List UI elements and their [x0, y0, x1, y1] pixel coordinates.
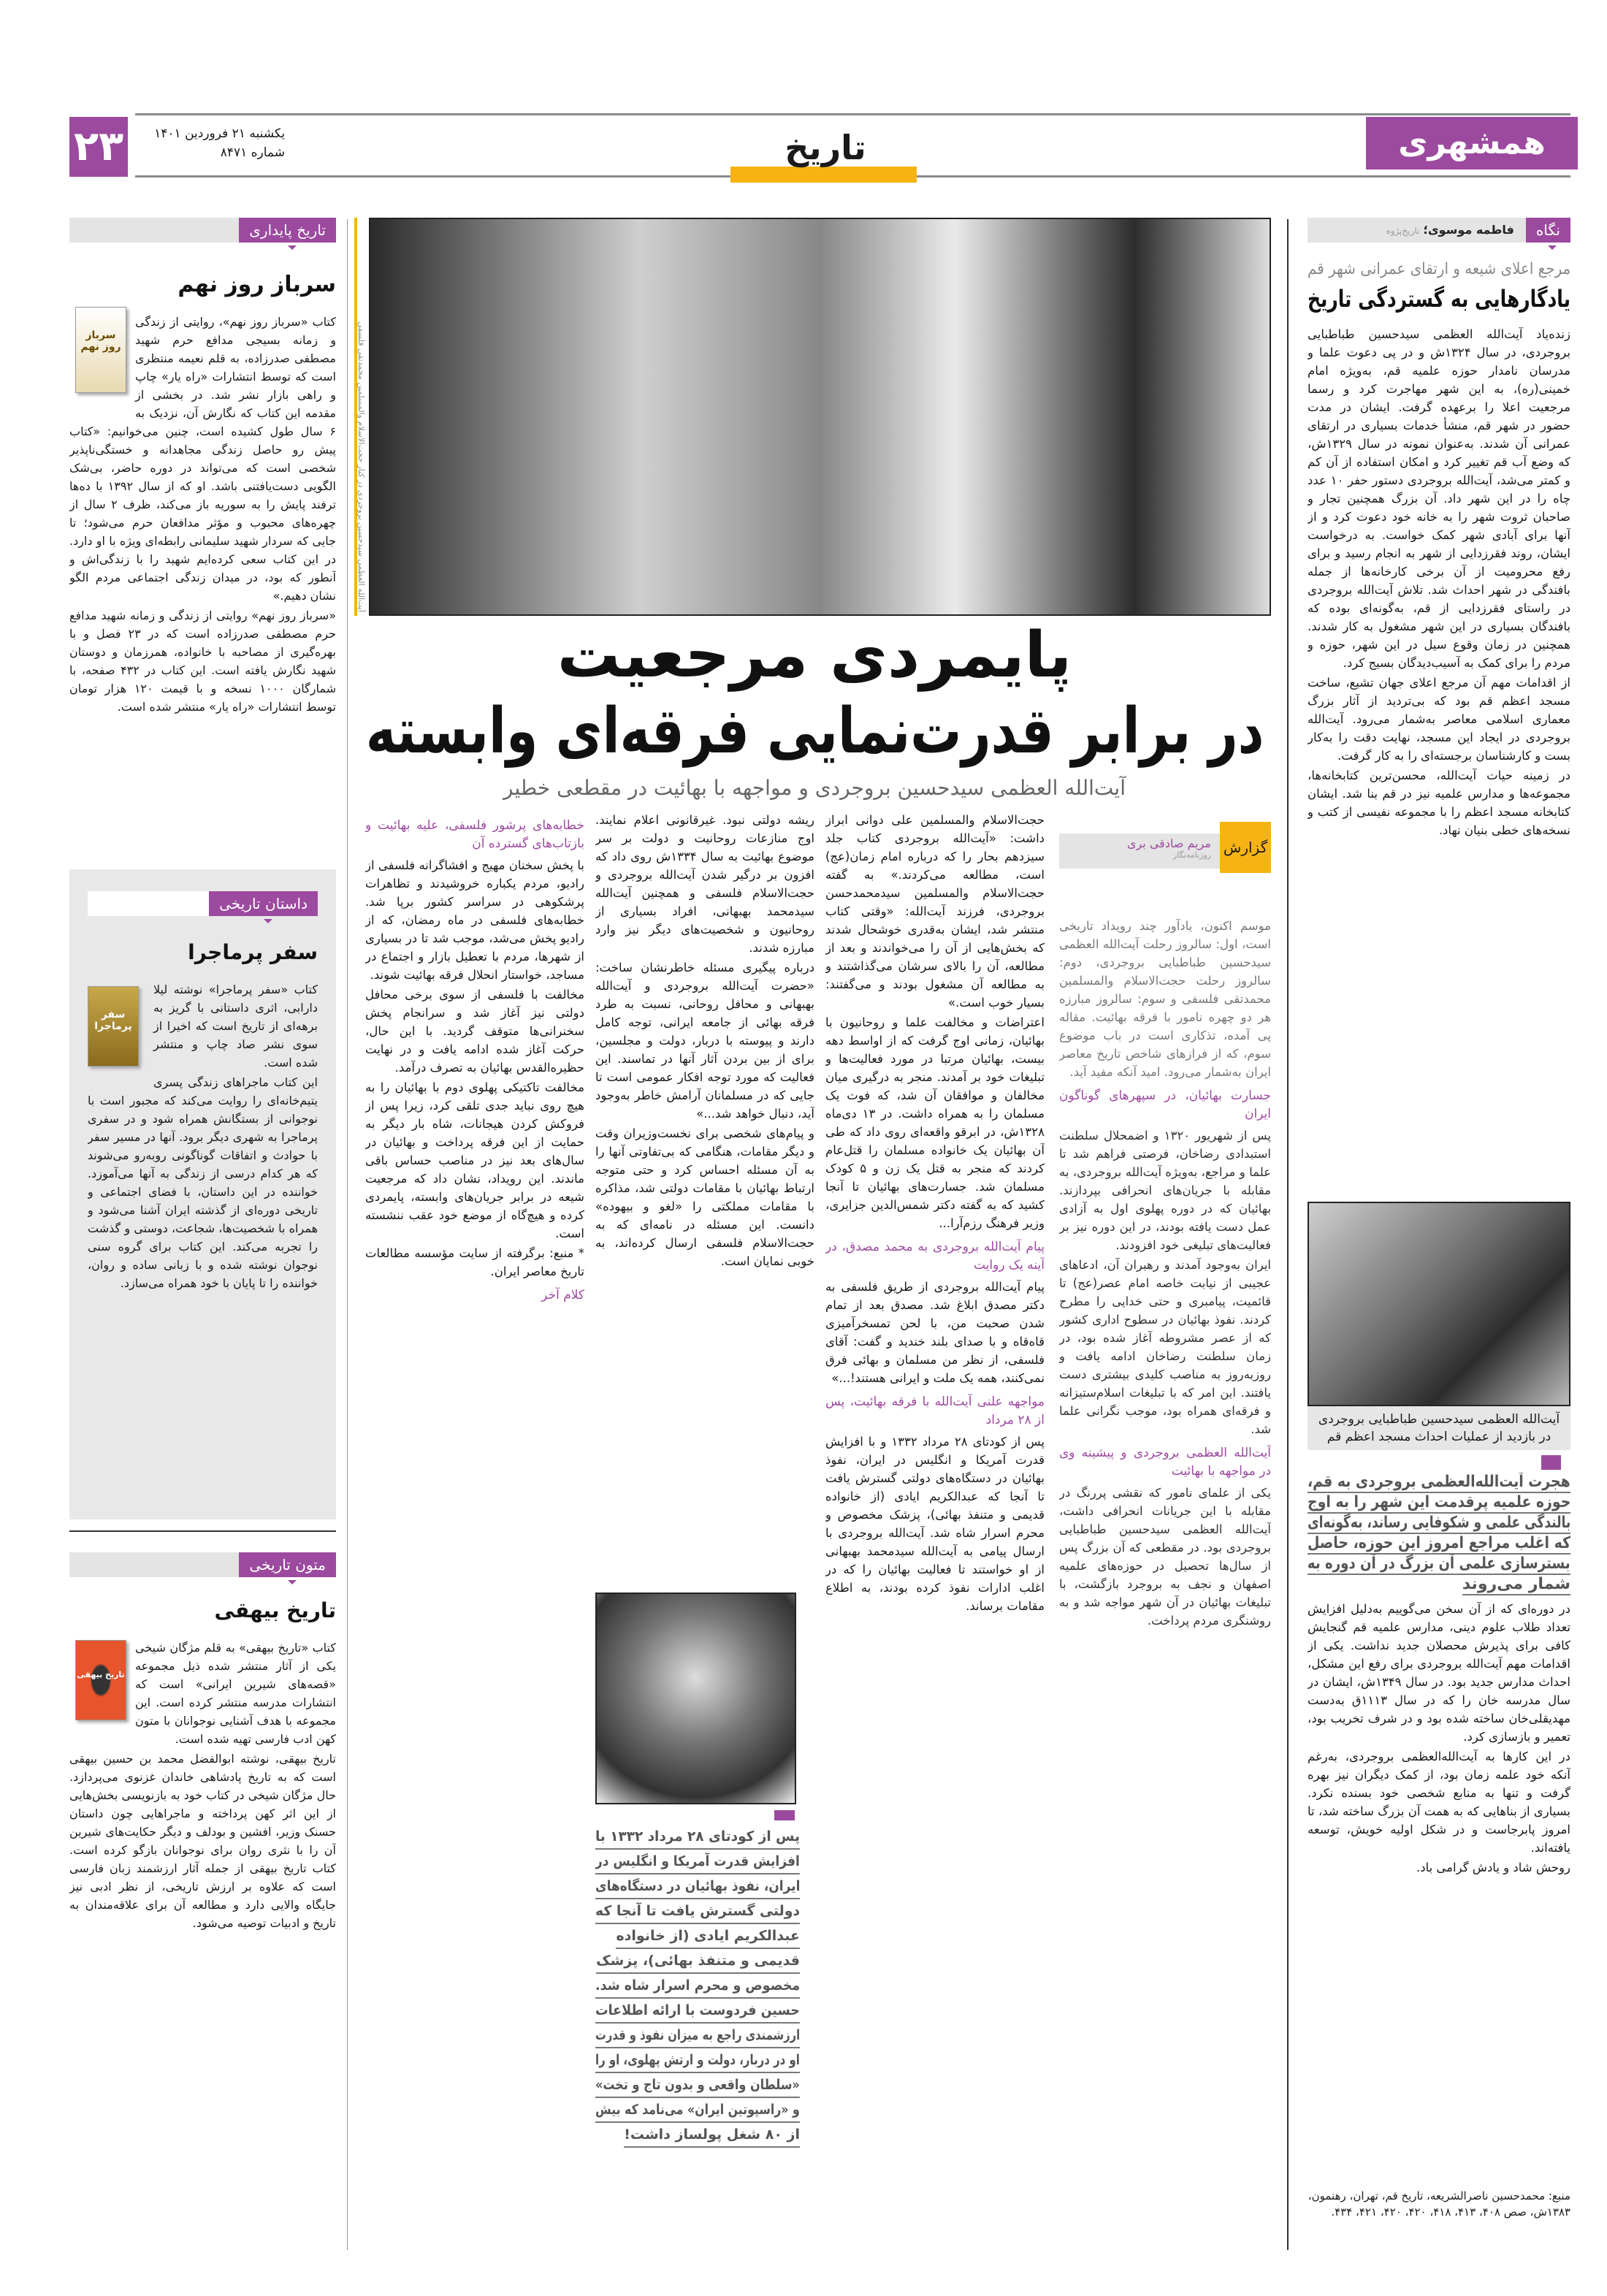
paragraph: زنده‌یاد آیت‌الله العظمی سیدحسین طباطبایی بروجردی، در سال ۱۳۲۴ش و در پی دعوت علما و مدرسان نامدار حوزه علمیه قم، به‌ویژه امام خمینی(ره)، به این شهر مهاجرت کرد و رسما مرجعیت اعلا را برعهده گرفت. ایشان در مدت حضور در شهر قم، منشأ خدمات بسیاری در ارتقای عمرانی آن شدند. به‌عنوان نمونه در سال ۱۳۲۹ش، که وضع آب قم تغییر کرد و امکان استفاده از آن کم و کمتر می‌شد، آیت‌الله بروجردی دستور حفر ۱۰ عدد چاه را در این شهر داد. آن بزرگ همچنین تجار و صاحبان ثروت شهر را به خانه خود دعوت کرد و از آنها برای آبادی شهر کمک خواست. به درخواست ایشان، روند فقرزدایی از شهر به انجام رسید و برای رفع محرومیت از آن برخی کارخانه‌ها از جمله بافندگی در شهر احداث شد. تلاش آیت‌الله بروجردی در راستای فقرزدایی از قم، به‌گونه‌ای بوده که بافندگان بسیاری در این شهر مشغول به کار شدند. همچنین در زمان وقوع سیل در این شهر، حوزه و مردم را برای کمک به آسیب‌دیدگان بسیج کرد. [1308, 327, 1570, 670]
pull-quote-line: شمار می‌روند [1462, 1575, 1570, 1595]
divider [69, 1530, 336, 1532]
report-byline-box [1059, 822, 1271, 873]
author-role: تاریخ‌پژوه [1386, 226, 1420, 236]
main-col-3 [595, 811, 814, 1585]
paragraph: اعتراضات و مخالفت علما و روحانیون با بهائیان، زمانی اوج گرفت که از اواسط دهه بیست، بهائیان مرتبا در مورد فعالیت‌ها و تبلیغات خود بر آمدند. منجر به درگیری میان مخالفان و موافقان آن شد، که فوت یک مسلمان را به همراه داشت. در ۱۳ دی‌ماه ۱۳۲۸ش، در ابرقو واقعه‌ای روی داد که طی آن بهائیان یک خانواده مسلمان را قتل‌عام کردند که منجر به قتل یک زن و ۵ کودک مسلمان شد. جسارت‌های بهائیان تا آنجا کشید که به گفته دکتر شمس‌الدین جزایری، وزیر فرهنگ رزم‌آرا... [825, 1015, 1045, 1230]
paragraph: یکی از علمای نامور که نقشی پررنگ در مقابله با این جریانات انحرافی داشت، آیت‌الله العظمی سیدحسین طباطبایی بروجردی بود. در مقطعی که آن بزرگ پس از سال‌ها تحصیل در حوزه‌های علمیه اصفهان و نجف به بروجرد بازگشت، با تبلیغات بهائیان در آن شهر مواجه شد و به روشنگری مردم پرداخت. [1059, 1486, 1271, 1628]
paragraph: پیام آیت‌الله بروجردی از طریق فلسفی به دکتر مصدق ابلاغ شد. مصدق بعد از تمام شدن صحبت من، با لحن تمسخرآمیزی قاه‌قاه و با صدای بلند خندید و گفت: آقای فلسفی، از نظر من مسلمان و بهائی فرق نمی‌کنند، همه یک ملت و ایرانی هستند!...» [825, 1280, 1045, 1385]
quote-marker [774, 1810, 795, 1820]
section-subhead: آیت‌الله العظمی بروجردی و پیشینه وی در مواجهه با بهائیت [1059, 1446, 1271, 1479]
left-section-1 [69, 218, 336, 853]
pull-quote-line: «سلطان واقعی و بدون تاج و تخت» [595, 2073, 800, 2098]
paragraph: * منبع: برگرفته از سایت مؤسسه مطالعات تاریخ معاصر ایران. [365, 1246, 584, 1278]
byline [1386, 218, 1525, 243]
book-cover-title: تاریخ بیهقی [77, 1670, 125, 1679]
tag-bar [88, 891, 318, 916]
paragraph: کتاب «سفر پرماجرا» نوشته لیلا دارابی، اثری داستانی با گریز به برهه‌ای از تاریخ است که اخیرا از سوی نشر صاد چاپ و منتشر شده است. [153, 983, 318, 1069]
section-subhead: کلام آخر [541, 1288, 584, 1303]
reporter-role: روزنامه‌نگار [1173, 850, 1211, 860]
book-title: تاریخ بیهقی [214, 1598, 336, 1622]
pull-quote-row [595, 2024, 800, 2048]
pull-quote-row [595, 1999, 800, 2024]
book-cover-spacer [69, 1639, 135, 1734]
col3-text [595, 811, 814, 1270]
pull-quote-row [595, 2048, 800, 2073]
subheadline: آیت‌الله العظمی سیدحسین بروجردی و مواجهه با بهائیت در مقطعی خطیر [503, 776, 1126, 800]
article-title-line [1308, 283, 1570, 314]
pull-quote-line: مخصوص و محرم اسرار شاه شد. [595, 1974, 800, 1999]
right-body-top [1308, 325, 1570, 1191]
pull-quote-row [595, 1850, 800, 1874]
pull-quote-line: حسین فردوست با ارائه اطلاعات [595, 1999, 800, 2024]
pull-quote-row [595, 1924, 800, 1949]
subheadline-row [365, 776, 1264, 800]
pull-quote-line: پس از کودتای ۲۸ مرداد ۱۳۳۲ با [595, 1825, 800, 1850]
section-subhead: مواجهه علنی آیت‌الله با فرقه بهائیت، پس از ۲۸ مرداد [825, 1395, 1045, 1427]
headline-line-1: پایمردی مرجعیت [557, 619, 1072, 692]
paragraph: «سرباز روز نهم» روایتی از زندگی و زمانه شهید مدافع حرم مصطفی صدرزاده است که در ۲۳ فصل و با بهره‌گیری از مصاحبه با خانواده، همرزمان و دوستان شهید نگارش یافته است. این کتاب در ۴۳۲ صفحه، با شمارگان ۱۰۰۰ نسخه و با قیمت ۱۲۰ هزار تومان توسط انتشارات «راه یار» منتشر شده است. [69, 609, 336, 714]
caption-row [1312, 1411, 1566, 1428]
section-title: تاریخ [785, 128, 866, 167]
headline-row-1 [365, 617, 1264, 693]
pull-quote-line: ایران، نفوذ بهائیان در دستگاه‌های [595, 1874, 800, 1899]
pull-quote-row [1308, 1493, 1570, 1514]
pull-quote-line: دولتی گسترش یافت تا آنجا که [595, 1899, 800, 1924]
pull-quote-row [595, 2073, 800, 2098]
paragraph: با پخش سخنان مهیج و افشاگرانه فلسفی از رادیو، مردم یکباره خروشیدند و تظاهرات پرشکوهی در سراسر کشور برپا شد. خطابه‌های فلسفی در ماه رمضان، که از رادیو پخش می‌شد، موجب شد تا در بسیاری از شهرها، مردم با تعطیل بازار و اجتماع در مساجد، خواستار انحلال فرقه بهائیت شوند. [365, 858, 584, 982]
tag-label: تاریخ پایداری [239, 218, 336, 243]
caption-line: آیت‌الله العظمی سیدحسین طباطبایی بروجردی [1318, 1412, 1560, 1427]
vertical-photo-caption: آیت‌الله العظمی سیدحسین بروجردی در کنار حجت‌الاسلام والمسلمین محمدتقی فلسفی [356, 321, 366, 612]
pull-quote-line: او در دربار، دولت و ارتش پهلوی، او را [595, 2048, 800, 2073]
pull-quote-line: از ۸۰ شغل پولساز داشت! [624, 2123, 800, 2148]
book-title: سرباز روز نهم [178, 272, 336, 297]
pull-quote-line: افزایش قدرت آمریکا و انگلیس در [595, 1850, 800, 1874]
book-review-text [69, 1639, 336, 2216]
left-section-2 [69, 869, 336, 1519]
caption-line: در بازدید از عملیات احداث مسجد اعظم قم [1327, 1430, 1551, 1444]
headline [365, 617, 1264, 769]
book-cover-spacer [69, 313, 135, 408]
newspaper-logo: همشهری [1366, 117, 1578, 169]
pull-quote-row [595, 1825, 800, 1850]
left-section-3 [69, 1552, 336, 2216]
headline-line-2: در برابر قدرت‌نمایی فرقه‌ای وابسته [365, 695, 1264, 768]
pull-quote-row [595, 1874, 800, 1899]
paragraph: حجت‌الاسلام والمسلمین علی دوانی ابراز داشت: «آیت‌الله بروجردی کتاب جلد سیزدهم بحار را که درباره امام زمان(عج) است، مطالعه می‌کردند.» به گفته حجت‌الاسلام والمسلمین سیدمحمدحسن بروجردی، فرزند آیت‌الله: «وقتی کتاب منتشر شد، ایشان به‌قدری خوشحال شدند که بخش‌هایی از آن را می‌خواندند و بعد از مطالعه، آن را بالای سرشان می‌گذاشتند و به مطالعه آن مشغول بودند و می‌گفتند: بسیار خوب است.» [825, 813, 1045, 1010]
article-title: یادگارهایی به گستردگی تاریخ [1307, 285, 1570, 313]
pull-quote-line: بالندگی علمی و شکوفایی رساند، به‌گونه‌ای [1308, 1514, 1570, 1534]
main-col-2 [825, 811, 1045, 2243]
paragraph: ریشه دولتی نبود. غیرقانونی اعلام نمایند. اوج منازعات روحانیت و دولت بر سر موضوع بهائیت به سال ۱۳۳۴ش روی داد که افزون بر درگیر شدن آیت‌الله بروجردی و حجت‌الاسلام فلسفی و همچنین آیت‌الله سیدمحمد بهبهانی، افراد بسیاری از روحانیون و شخصیت‌های دیگر نیز وارد مبارزه شدند. [595, 813, 814, 955]
book-cover-title: سفر پرماجرا [94, 1009, 132, 1032]
pull-quote-line: هجرت آیت‌الله‌العظمی بروجردی به قم، [1308, 1473, 1570, 1493]
pull-quote-row [595, 2123, 800, 2148]
paragraph: در زمینه حیات آیت‌الله، محسن‌ترین کتابخانه‌ها، مجموعه‌ها و مدارس علمیه نیز در قم بنا شد. ایشان کتابخانه مسجد اعظم را با مجموعه نفیسی از کتب و نسخه‌های خطی بنیان نهاد. [1308, 768, 1570, 837]
photo-caption-strip [354, 218, 366, 616]
section-accent-bar [730, 167, 917, 183]
pull-quote-line: ارزشمندی راجع به میزان نفوذ و قدرت [595, 2024, 800, 2048]
tag-bar [69, 1552, 336, 1577]
pull-quote-row [595, 1974, 800, 1999]
paragraph: در این کارها به آیت‌الله‌العظمی بروجردی، به‌رغم آنکه خود علمه زمان بود، از کمک دیگران نیز بهره گرفت و تنها به منابع شخصی خود بسنده نکرد. بسیاری از بناهایی که به همت آن بزرگ ساخته شد، تا امروز پابرجاست و در شکل اولیه خویش، توسعه یافته‌اند. [1308, 1750, 1570, 1855]
pull-quote-row [595, 2098, 800, 2123]
paragraph: کتاب «سرباز روز نهم»، روایتی از زندگی و زمانه بسیجی مدافع حرم شهید مصطفی صدرزاده، به قلم نعیمه منتظری است که توسط انتشارات «راه یار» چاپ و راهی بازار نشر شد. در بخشی از مقدمه این کتاب که نگارش آن، نزدیک به ۶ سال طول کشیده است، چنین می‌خوانیم: «کتاب پیش رو حاصل زندگی مجاهدانه و خستگی‌ناپذیر شخصی است که می‌تواند در دوره حاضر، بی‌شک الگویی دست‌یافتنی باشد. او که از سال ۱۳۹۲ با ده‌ها ترفند پایش را به سوریه باز می‌کند، ظرف ۲ سال از چهره‌های محبوب و مؤثر مدافعان حرم می‌شود؛ تا جایی که سردار شهید سلیمانی رابطه‌ای ویژه با او دارد. در این کتاب سعی کرده‌ایم شهید را با زندگی‌اش و آنطور که بود، در میدان زندگی اجتماعی مردم الگو نشان دهیم.» [69, 315, 336, 603]
book-review-text [88, 980, 318, 1484]
paragraph: ایران به‌وجود آمدند و رهبران آن، ادعاهای عجیبی از نیابت خاصه امام عصر(عج) تا قائمیت، پیامبری و حتی خدایی را مطرح کردند. نفوذ بهائیان در سطوح اداری کشور که از عصر مشروطه آغاز شده بود، در زمان سلطنت رضاخان ادامه یافت و روزبه‌روز به مناصب کلیدی بیشتری دست یافتند. این امر که با تبلیغات اسلام‌ستیزانه و فرقه‌ای همراه بود، موجب نگرانی علما شد. [1059, 1258, 1271, 1436]
right-pull-quote [1308, 1473, 1570, 1595]
paragraph: مخالفت با فلسفی از سوی برخی محافل دولتی نیز آغاز شد و سرانجام پخش سخنرانی‌ها متوقف گردید. با این حال، حرکت آغاز شده ادامه یافت و در نهایت حظیره‌القدس بهائیان به تصرف درآمد. [365, 988, 584, 1075]
paragraph: کتاب «تاریخ بیهقی» به قلم مژگان شیخی یکی از آثار منتشر شده ذیل مجموعه «قصه‌های شیرین ایرانی» است که انتشارات مدرسه منتشر کرده است. این مجموعه با هدف آشنایی نوجوانان با متون کهن ادب فارسی تهیه شده است. [135, 1641, 336, 1746]
book-title: سفر پرماجرا [188, 940, 318, 964]
headline-row-2 [365, 693, 1264, 769]
paragraph: درباره پیگیری مسئله خاطرنشان ساخت: «حضرت آیت‌الله بروجردی و آیت‌الله بهبهانی و محافل روحانی، نسبت به طرد فرقه بهائی از جامعه ایرانی، توجه کامل دارند و پیوسته با دربار، دولت و مجلسین، برای از بین بردن آثار آنها در تماسند. این فعالیت که مورد توجه افکار عمومی است تا جایی که در مسلمانان آرامش خاطر به‌وجود آید، دنبال خواهد شد...» [595, 961, 814, 1121]
author-name: فاطمه موسوی؛ [1423, 223, 1514, 237]
pull-quote-line: حوزه علمیه پرقدمت این شهر را به اوج [1308, 1493, 1570, 1514]
issue-number: شماره ۸۴۷۱ [220, 145, 285, 160]
right-tag-bar [1308, 218, 1570, 243]
section-subhead: پیام آیت‌الله بروجردی به محمد مصدق، در آینه یک روایت [825, 1240, 1045, 1273]
pull-quote-row [1308, 1514, 1570, 1534]
pull-quote-row [1308, 1473, 1570, 1493]
article-kicker: مرجع اعلای شیعه و ارتقای عمرانی شهر قم [1307, 260, 1570, 278]
right-column-header [1308, 218, 1570, 314]
tag-label: داستان تاریخی [209, 891, 318, 916]
issue-date: یکشنبه ۲۱ فروردین ۱۴۰۱ [154, 126, 285, 141]
pull-quote-row [595, 1899, 800, 1924]
col1b-text [1059, 1484, 1271, 1630]
photo-borujerdi-mosque-visit [1308, 1202, 1570, 1406]
pull-quote-line: عبدالکریم ایادی (از خانواده [616, 1924, 800, 1949]
col4-text [365, 856, 584, 1281]
issue-info [139, 124, 285, 162]
paragraph: از اقدامات مهم آن مرجع اعلای جهان تشیع، ساخت مسجد اعظم قم بود که بی‌تردید از آثار بزرگ معماری اسلامی معاصر به‌شمار می‌رود. آیت‌الله بروجردی در ایجاد این مسجد، نهایت دقت را به‌کار بست و کارشناسان برجسته‌ای را به کار گرفت. [1308, 676, 1570, 763]
reporter-name: مریم صادقی بری [1126, 836, 1211, 850]
pull-quote-line: و «راسپوتین ایران» می‌نامد که بیش [595, 2098, 800, 2123]
tag-label: متون تاریخی [239, 1552, 336, 1577]
paragraph: در دوره‌ای که از آن سخن می‌گوییم به‌دلیل افزایش تعداد طلاب علوم دینی، مدارس علمیه قم گنجایش کافی برای پذیرش محصلان جدید نداشت. یکی از اقدامات مهم آیت‌الله بروجردی برای رفع این مشکل، احداث مدارس جدید بود. در سال ۱۳۴۹ش، ایشان در سال مدرسه خان را که در سال ۱۱۱۳ق به‌دست مهدیقلی‌خان ساخته شده بود و در شرف تخریب بود، تعمیر و بازسازی کرد. [1308, 1602, 1570, 1744]
pull-quote-line: قدیمی و متنفذ بهائی)، پزشک [596, 1949, 800, 1974]
main-col-4 [365, 811, 584, 2243]
book-cover-spacer [88, 980, 153, 1075]
page-number: ۲۳ [69, 117, 128, 177]
quote-marker [1541, 1455, 1561, 1470]
column-divider [347, 219, 348, 2250]
paragraph: تاریخ بیهقی، نوشته ابوالفضل محمد بن حسین بیهقی است که به تاریخ پادشاهی خاندان غزنوی می‌پردازد. حال مژگان شیخی در کتاب خود به بازنویسی بخش‌هایی از این اثر کهن پرداخته و ماجراهایی چون داستان حسنک وزیر، افشین و بودلف و دیگر حکایت‌های شیرین آن را با نثری روان برای نوجوانان بازگو کرده است. کتاب تاریخ بیهقی از جمله آثار ارزشمند زبان فارسی است که علاوه بر ارزش تاریخی، از نظر ادبی نیز جایگاه والایی دارد و مطالعه آن برای علاقه‌مندان به تاریخ و ادبیات توصیه می‌شود. [69, 1752, 336, 1930]
header-top-rule [135, 113, 1570, 115]
pull-quote-line: بسترسازی علمی آن بزرگ در آن دوره به [1308, 1555, 1570, 1575]
pull-quote-row [1308, 1534, 1570, 1555]
report-tag: گزارش [1220, 822, 1271, 873]
paragraph: پس از کودتای ۲۸ مرداد ۱۳۳۲ و با افزایش قدرت آمریکا و انگلیس در ایران، نفوذ بهائیان در دستگاه‌های دولتی گسترش یافت تا آنجا که عبدالکریم ایادی (از خانواده قدیمی و متنفذ بهائی)، پزشک مخصوص و محرم اسرار شاه شد. آیت‌الله بروجردی با ارسال پیامی به آیت‌الله سیدمحمد بهبهانی از او خواستند تا فعالیت بهائیان را که در اغلب ادارات نفوذ کرده بودند، به اطلاع مقامات برساند. [825, 1435, 1045, 1613]
section-subhead: خطابه‌های پرشور فلسفی، علیه بهائیت و بازتاب‌های گسترده آن [365, 818, 584, 851]
tag-bar [69, 218, 336, 243]
section-subhead: جسارت بهائیان، در سپهرهای گوناگون ایران [1059, 1088, 1271, 1121]
col1-text [1059, 1126, 1271, 1438]
paragraph: این کتاب ماجراهای زندگی پسری یتیم‌خانه‌ای را روایت می‌کند که مجبور است با نوجوانی از بستگانش همراه شود و در سفری پرماجرا به شهری دیگر برود. آنها در مسیر سفر با حوادث و اتفاقات گوناگونی روبه‌رو می‌شوند که هر کدام درسی از زندگی به آنها می‌آموزد. خواننده در این داستان، با فضای اجتماعی و تاریخی دوره‌ای از گذشته ایران آشنا می‌شود و همراه با شخصیت‌ها، شجاعت، دوستی و گذشت را تجربه می‌کند. این کتاب برای گروه سنی نوجوان نوشته شده و با زبانی ساده و روان، خواننده را تا پایان با خود همراه می‌سازد. [88, 1075, 318, 1290]
article-kicker-line [1308, 259, 1570, 281]
right-body-bottom [1308, 1600, 1570, 2181]
book-review-text [69, 313, 336, 853]
paragraph: روحش شاد و یادش گرامی باد. [1416, 1861, 1570, 1874]
caption-row [1312, 1428, 1566, 1446]
main-photo-clerics [369, 218, 1271, 616]
book-cover-title: سرباز روز نهم [80, 329, 121, 353]
pull-quote-row [1308, 1575, 1570, 1595]
intro-paragraph: موسم اکنون، یادآور چند رویداد تاریخی است، اول: سالروز رحلت آیت‌الله العظمی سیدحسین طباطبایی بروجردی، دوم: سالروز رحلت حجت‌الاسلام والمسلمین محمدتقی فلسفی و سوم: سالروز مبارزه هر دو چهره نامور با فرقه بهائیت. مقاله پی آمده، تذکاری است در باب موضوع سوم، که از فرازهای شاخص تاریخ معاصر ایران به‌شمار می‌رود. امید آنکه مفید آید. [1059, 919, 1271, 1079]
pull-quote-row [595, 1949, 800, 1974]
paragraph: و پیام‌های شخصی برای نخست‌وزیران وقت و دیگر مقامات، هنگامی که بی‌تفاوتی آنها را به آن مسئله احساس کرد و حتی متوجه ارتباط بهائیان با مقامات دولتی شد، مذاکره با مقامات مملکتی را «لغو و بیهوده» دانست. این مسئله در نامه‌ای که به حجت‌الاسلام فلسفی ارسال کرده‌اند، به خوبی نمایان است. [595, 1126, 814, 1268]
paragraph: مخالفت تاکتیکی پهلوی دوم با بهائیان را به هیچ روی نباید جدی تلقی کرد، زیرا پس از فروکش کردن هیجانات، شاه بار دیگر به حمایت از این فرقه پرداخت و بهائیان در سال‌های بعد نیز در مناصب حساس باقی ماندند. این رویداد، نشان داد که مرجعیت شیعه در برابر جریان‌های وابسته، پایمردی کرده و هیچ‌گاه از موضع خود عقب ننشسته است. [365, 1080, 584, 1240]
pull-quote-line: که اغلب مراجع امروز این حوزه، حاصل [1308, 1534, 1570, 1555]
paragraph: پس از شهریور ۱۳۲۰ و اضمحلال سلطنت استبدادی رضاخان، فرصتی فراهم شد تا علما و مراجع، به‌ویژه آیت‌الله بروجردی، به مقابله با جریان‌های انحرافی بپردازند. بهائیان که در دوره پهلوی اول به آزادی عمل دست یافته بودند، در این دوره نیز بر فعالیت‌های تبلیغی خود افزودند. [1059, 1129, 1271, 1252]
column-divider [1287, 219, 1289, 2250]
photo-military-officer [595, 1593, 796, 1804]
source-note: منبع: محمدحسین ناصرالشریعه، تاریخ قم، تهران، رهنمون، ۱۳۸۳ش، صص ۴۰۸، ۴۱۳، ۴۱۸، ۴۲۰، ۴۲۰، ۴۲۱، ۴۳۴. [1308, 2189, 1570, 2219]
photo-caption [1308, 1406, 1570, 1450]
main-col-1 [1059, 917, 1271, 2243]
tag-label: نگاه [1526, 218, 1570, 243]
main-pull-quote [595, 1825, 800, 2148]
pull-quote-row [1308, 1555, 1570, 1575]
